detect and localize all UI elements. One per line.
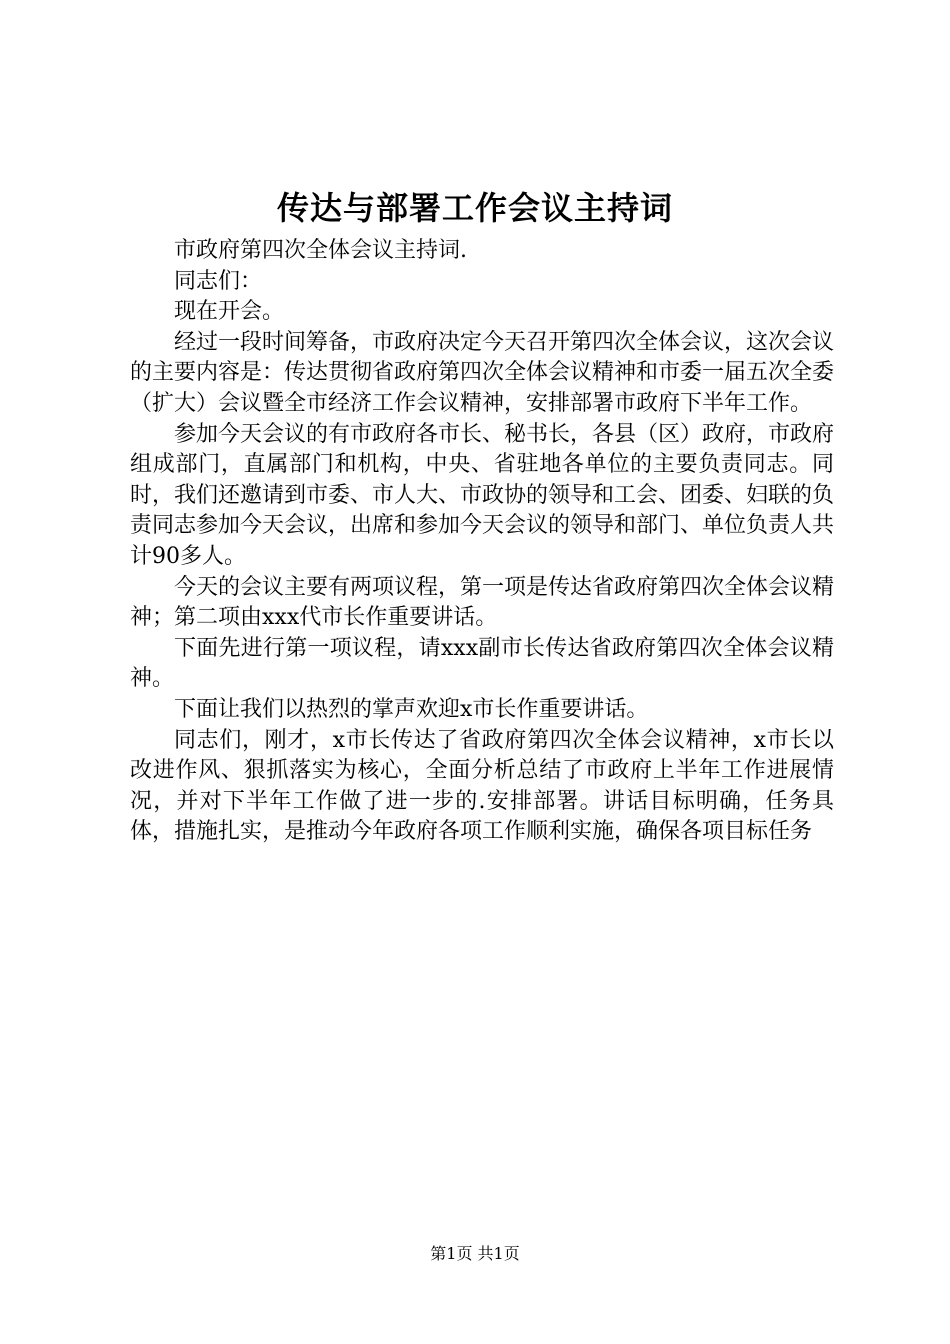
paragraph: 现在开会。	[174, 299, 285, 325]
paragraph: 同志们，刚才，x市长传达了省政府第四次全体会议精神，x市长以改进作风、狠抓落实为核心，全面分析总结了市政府上半年工作进展情况，并对下半年工作做了进一步的.安排部署。讲话目标明确，任务具体，措施扎实，是推动今年政府各项工作顺利实施，确保各项目标任务	[130, 727, 834, 845]
document-body	[130, 236, 834, 848]
paragraph: 今天的会议主要有两项议程，第一项是传达省政府第四次全体会议精神；第二项由xxx代市长作重要讲话。	[130, 574, 835, 631]
paragraph: 参加今天会议的有市政府各市长、秘书长，各县（区）政府，市政府组成部门，直属部门和机构，中央、省驻地各单位的主要负责同志。同时，我们还邀请到市委、市人大、市政协的领导和工会、团委、妇联的负责同志参加今天会议，出席和参加今天会议的领导和部门、单位负责人共计90多人。	[130, 421, 835, 569]
paragraph: 市政府第四次全体会议主持词.	[174, 238, 467, 263]
paragraph: 下面让我们以热烈的掌声欢迎x市长作重要讲话。	[174, 696, 649, 722]
paragraph: 同志们：	[174, 268, 263, 294]
document-title: 传达与部署工作会议主持词	[276, 189, 673, 227]
page-footer: 第1页 共1页	[430, 1244, 520, 1263]
paragraph: 下面先进行第一项议程，请xxx副市长传达省政府第四次全体会议精神。	[130, 635, 834, 692]
paragraph: 经过一段时间筹备，市政府决定今天召开第四次全体会议，这次会议的主要内容是：传达贯彻省政府第四次全体会议精神和市委一届五次全委（扩大）会议暨全市经济工作会议精神，安排部署市政府下半年工作。	[130, 329, 835, 416]
